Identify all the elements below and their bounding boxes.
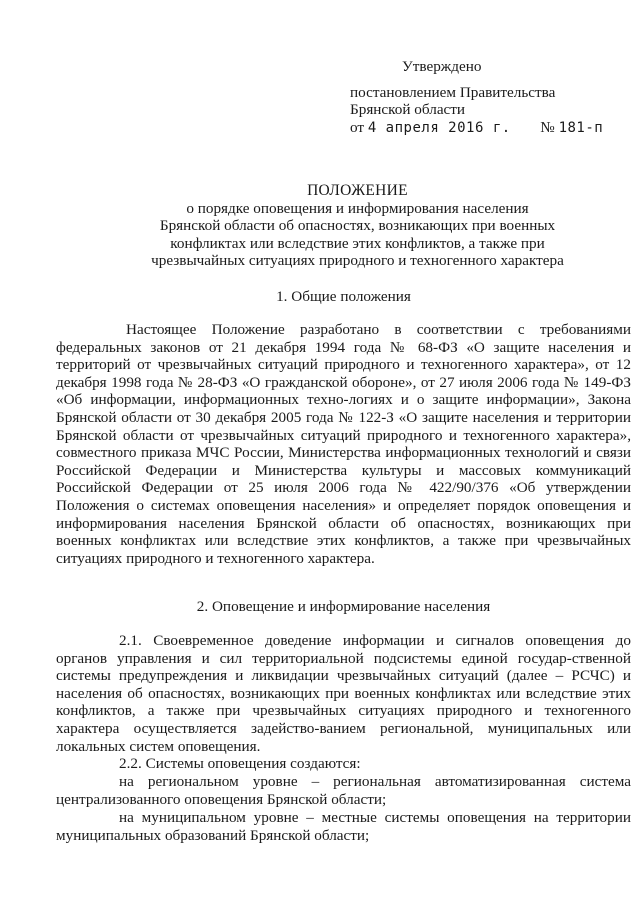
document-title-block: [120, 182, 595, 270]
section-2-heading: 2. Оповещение и информирование населения: [196, 598, 491, 615]
section-2-paragraph-2: 2.2. Системы оповещения создаются:: [119, 755, 361, 772]
document-subtitle-line-1: о порядке оповещения и информирования населения: [186, 199, 529, 217]
section-2-paragraph-4: на муниципальном уровне – местные системы оповещения на территории муниципальных образований Брянской области;: [56, 809, 631, 844]
approval-block: [350, 58, 620, 137]
approval-number: 181-п: [558, 119, 604, 136]
document-title: ПОЛОЖЕНИЕ: [307, 182, 408, 199]
section-1-paragraph: Настоящее Положение разработано в соответствии с требованиями федеральных законов от 21 декабря 1994 года № 68-ФЗ «О защите населения и территорий от чрезвычайных ситуаций природного и техногенного характера», от 12 декабря 1998 года № 28-ФЗ «О гражданской обороне», от 27 июля 2006 года № 149-ФЗ «Об информации, информационных техно-логиях и о защите информации», Закона Брянской области от 30 декабря 2005 года № 122-З «О защите населения и территории Брянской области от чрезвычайных ситуаций природного и техногенного характера», совместного приказа МЧС России, Министерства информационных технологий и связи Российской Федерации и Министерства культуры и массовых коммуникаций Российской Федерации от 25 июля 2006 года № 422/90/376 «Об утверждении Положения о системах оповещения населения» и определяет порядок оповещения и информирования населения Брянской области об опасностях, возникающих при военных конфликтах или вследствие этих конфликтов, а также при чрезвычайных ситуациях природного и техногенного характера.: [56, 321, 631, 567]
section-1-heading: 1. Общие положения: [276, 288, 411, 305]
approval-line-1: постановлением Правительства: [350, 83, 556, 101]
section-2-paragraph-1: 2.1. Своевременное доведение информации и сигналов оповещения до органов управления и сил территориальной подсистемы единой государ-ственной системы предупреждения и ликвидации чрезвычайных ситуаций (далее – РСЧС) и населения об опасностях, возникающих при военных конфликтах или вследствие этих конфликтов, а также при чрезвычайных ситуациях природного и техногенного характера осуществляется задейство-ванием региональной, муниципальных или локальных систем оповещения.: [56, 632, 631, 755]
date-prefix: от: [350, 118, 365, 136]
document-subtitle-line-4: чрезвычайных ситуациях природного и техногенного характера: [151, 252, 564, 270]
document-subtitle-line-3: конфликтах или вследствие этих конфликтов, а также при: [170, 234, 545, 252]
approval-date: 4 апреля 2016 г.: [367, 119, 511, 136]
document-subtitle-line-2: Брянской области об опасностях, возникающих при военных: [159, 217, 556, 235]
number-prefix: №: [540, 118, 555, 136]
approval-line-2: Брянской области: [350, 101, 466, 119]
approval-title: Утверждено: [402, 58, 482, 75]
approval-date-line: [350, 119, 620, 138]
section-2-paragraph-3: на региональном уровне – региональная автоматизированная система централизованного оповещения Брянской области;: [56, 773, 631, 808]
